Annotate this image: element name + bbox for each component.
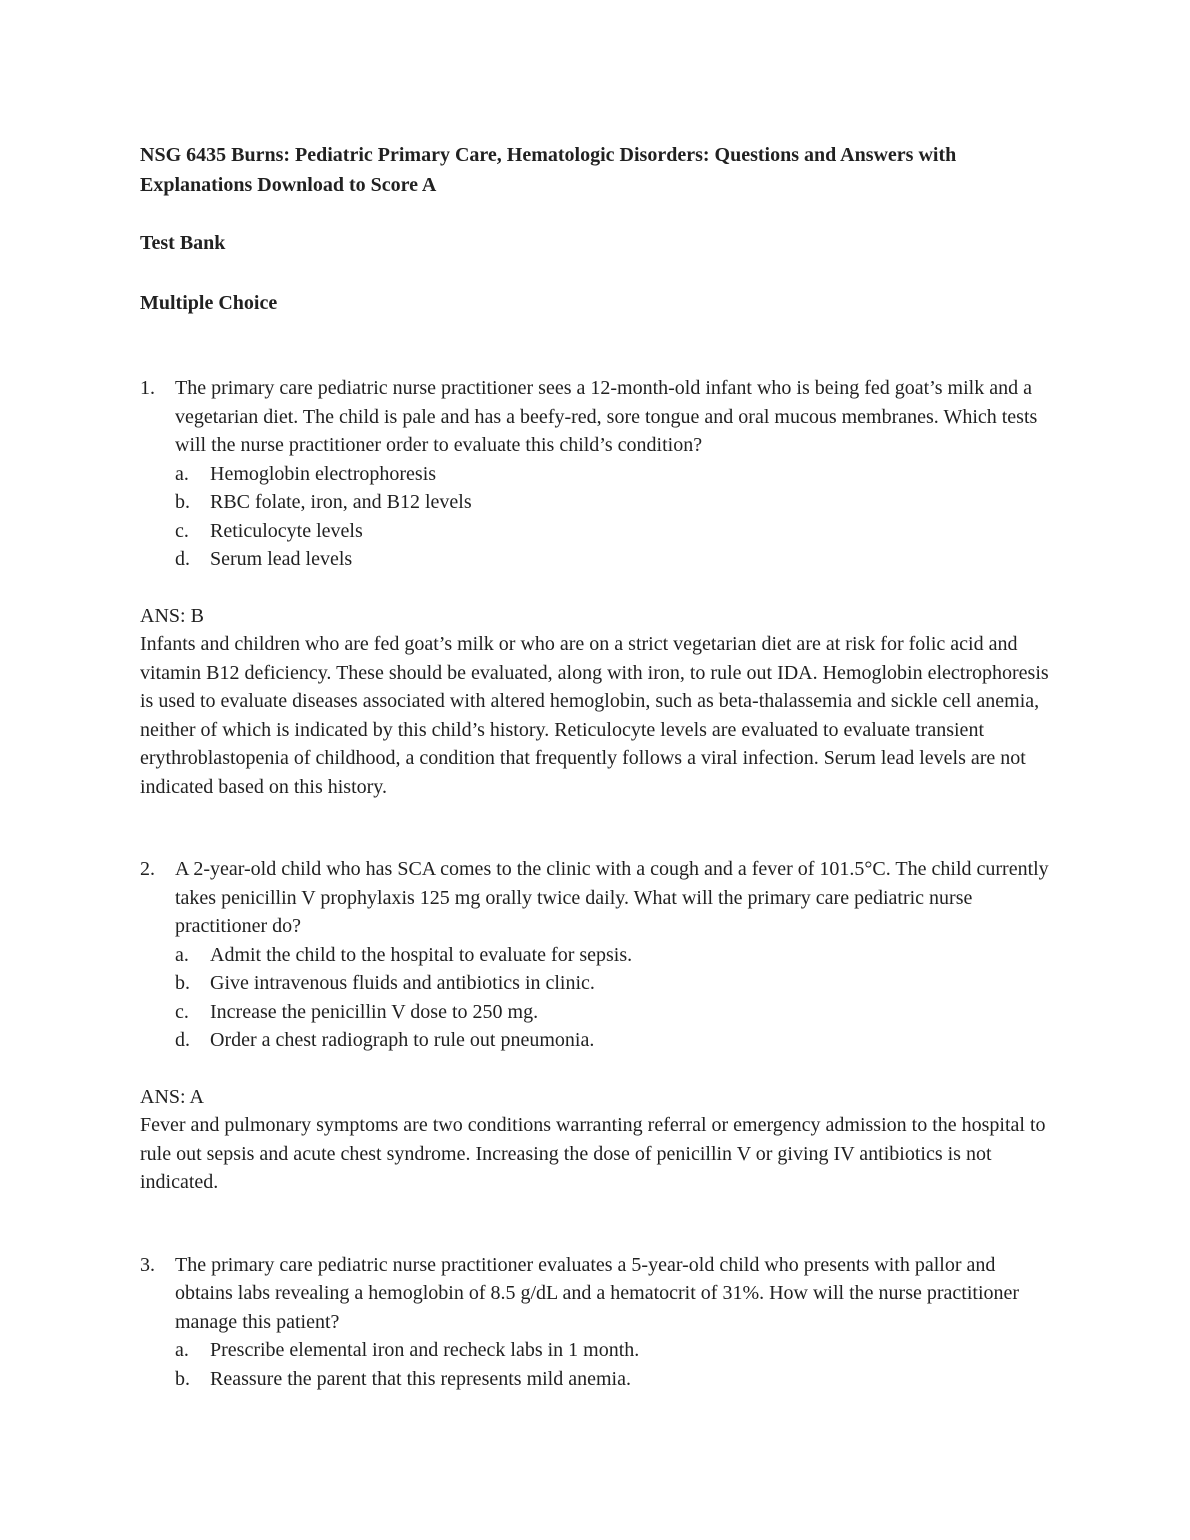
option-item <box>175 941 1052 970</box>
option-letter: b. <box>175 972 190 994</box>
option-item <box>175 517 1052 546</box>
option-letter: c. <box>175 519 189 542</box>
option-item <box>175 1026 1052 1055</box>
answer-block <box>140 602 1052 802</box>
question-head <box>140 1251 1052 1337</box>
document-content <box>140 140 1052 1447</box>
option-letter: a. <box>175 943 189 966</box>
answer-letter: B <box>190 604 204 627</box>
answer-explanation: Fever and pulmonary symptoms are two conditions warranting referral or emergency admission to the hospital to rule out sepsis and acute chest syndrome. Increasing the dose of penicillin V or giving IV antibiotics is not indicated. <box>140 1114 1046 1193</box>
option-item <box>175 998 1052 1027</box>
option-letter: b. <box>175 491 190 513</box>
question-text: The primary care pediatric nurse practitioner sees a 12-month-old infant who is being fed goat’s milk and a vegetarian diet. The child is pale and has a beefy-red, sore tongue and oral mucous membranes. Which tests will the nurse practitioner order to evaluate this child’s condition? <box>175 377 1038 456</box>
question-head <box>140 374 1052 460</box>
question-number: 1. <box>140 377 155 399</box>
option-letter: a. <box>175 1339 189 1361</box>
option-letter: d. <box>175 548 190 570</box>
answer-block <box>140 1083 1052 1197</box>
options-list <box>175 460 1052 574</box>
question-item <box>140 855 1052 1197</box>
option-letter: b. <box>175 1367 190 1390</box>
option-text: Hemoglobin electrophoresis <box>210 462 437 485</box>
option-item <box>175 488 1052 517</box>
answer-line <box>140 602 1052 631</box>
option-text: Increase the penicillin V dose to 250 mg. <box>210 1000 539 1023</box>
option-text: Reticulocyte levels <box>210 519 363 542</box>
question-item <box>140 374 1052 801</box>
answer-prefix: ANS: <box>140 604 186 627</box>
option-letter: d. <box>175 1029 190 1051</box>
document-title: NSG 6435 Burns: Pediatric Primary Care, Hematologic Disorders: Questions and Answers with Explanations Download to Score A <box>140 144 957 196</box>
options-list <box>175 1336 1052 1393</box>
option-item <box>175 1365 1052 1394</box>
option-text: Prescribe elemental iron and recheck labs in 1 month. <box>210 1339 640 1361</box>
answer-letter: A <box>189 1085 204 1108</box>
option-letter: c. <box>175 1000 189 1023</box>
question-item <box>140 1251 1052 1394</box>
option-text: RBC folate, iron, and B12 levels <box>210 491 472 513</box>
option-item <box>175 1336 1052 1365</box>
option-text: Order a chest radiograph to rule out pneumonia. <box>210 1029 595 1051</box>
options-list <box>175 941 1052 1055</box>
option-text: Reassure the parent that this represents mild anemia. <box>210 1367 631 1390</box>
answer-explanation: Infants and children who are fed goat’s milk or who are on a strict vegetarian diet are at risk for folic acid and vitamin B12 deficiency. These should be evaluated, along with iron, to rule out IDA. Hemoglobin electrophoresis is used to evaluate diseases associated with altered hemoglobin, such as beta-thalassemia and sickle cell anemia, neither of which is indicated by this child’s history. Reticulocyte levels are evaluated to evaluate transient erythroblastopenia of childhood, a condition that frequently follows a viral infection. Serum lead levels are not indicated based on this history. <box>140 633 1049 798</box>
question-head <box>140 855 1052 941</box>
option-text: Give intravenous fluids and antibiotics in clinic. <box>210 972 595 994</box>
question-text: The primary care pediatric nurse practitioner evaluates a 5-year-old child who presents with pallor and obtains labs revealing a hemoglobin of 8.5 g/dL and a hematocrit of 31%. How will the nurse practitioner manage this patient? <box>175 1253 1020 1333</box>
option-item <box>175 545 1052 574</box>
question-number: 2. <box>140 858 155 880</box>
question-text: A 2-year-old child who has SCA comes to the clinic with a cough and a fever of 101.5°C. The child currently takes penicillin V prophylaxis 125 mg orally twice daily. What will the primary care pediatric nurse practitioner do? <box>175 858 1049 937</box>
option-text: Serum lead levels <box>210 548 353 570</box>
answer-line <box>140 1083 1052 1112</box>
multiple-choice-heading: Multiple Choice <box>140 292 278 314</box>
test-bank-heading: Test Bank <box>140 232 226 254</box>
question-number: 3. <box>140 1253 155 1276</box>
question-list <box>140 374 1052 1393</box>
option-item <box>175 969 1052 998</box>
answer-prefix: ANS: <box>140 1085 186 1108</box>
option-item <box>175 460 1052 489</box>
option-letter: a. <box>175 462 189 485</box>
option-text: Admit the child to the hospital to evaluate for sepsis. <box>210 943 633 966</box>
